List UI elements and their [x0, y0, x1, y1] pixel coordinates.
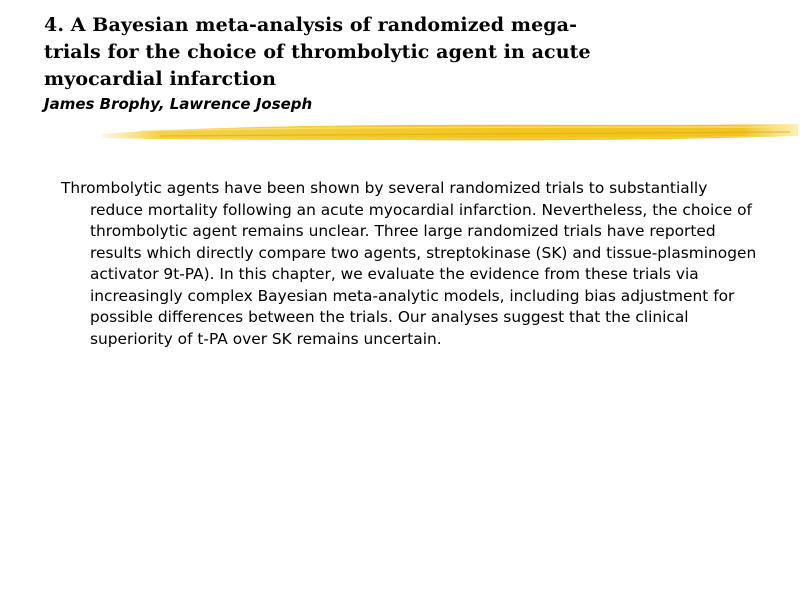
- title-line-3: myocardial infarction: [44, 68, 277, 90]
- authors-line: James Brophy, Lawrence Joseph: [44, 95, 313, 113]
- title-line-2: trials for the choice of thrombolytic agent in acute: [44, 41, 591, 63]
- brush-stroke-divider: [100, 114, 800, 148]
- abstract-paragraph: Thrombolytic agents have been shown by several randomized trials to substantially reduce mortality following an acute myocardial infarction. Nevertheless, the choice of thrombolytic agent remains unclear. Three large randomized trials have reported results which directly compare two agents, streptokinase (SK) and tissue-plasminogen activator 9t-PA). In this chapter, we evaluate the evidence from these trials via increasingly complex Bayesian meta-analytic models, including bias adjustment for possible differences between the trials. Our analyses suggest that the clinical superiority of t-PA over SK remains uncertain.: [61, 179, 757, 348]
- slide-title: [44, 12, 764, 93]
- title-line-1: 4. A Bayesian meta-analysis of randomized mega-: [44, 14, 578, 36]
